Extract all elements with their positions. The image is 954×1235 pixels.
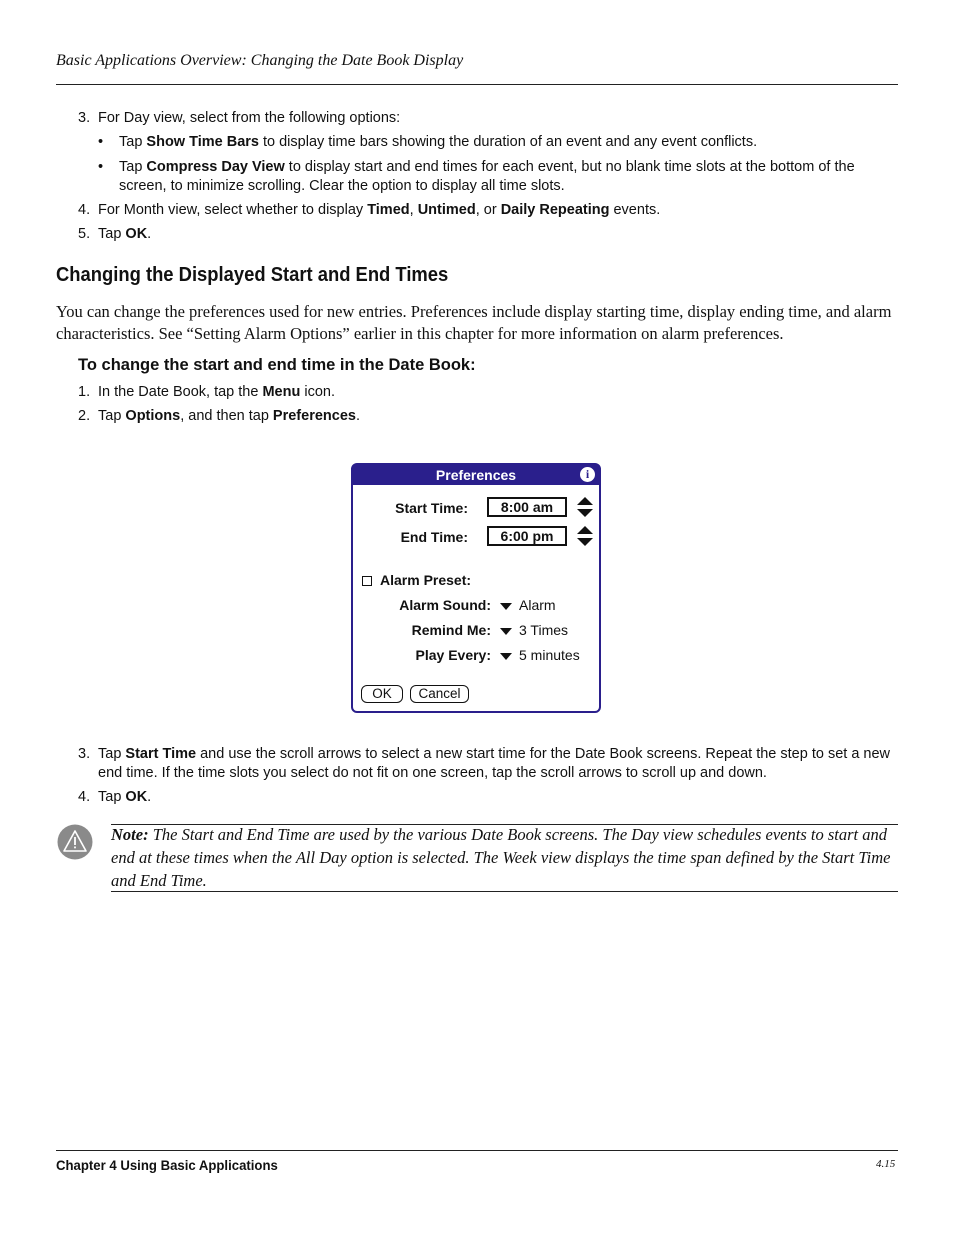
alarm-preset-label: Alarm Preset: [380, 572, 472, 588]
step-number: 2. [78, 408, 91, 424]
step-text-end: . [147, 789, 152, 805]
step-3-day-view [78, 109, 893, 128]
step-number: 3. [78, 746, 91, 762]
start-time-label: Start Time: [395, 500, 468, 516]
dropdown-arrow-icon[interactable] [500, 628, 512, 635]
bullet-dot: • [98, 134, 104, 150]
note-text: The Start and End Time are used by the various Date Book screens. The Day view schedules events to start and end at these times when the All Day option is selected. The Week view displays the time span defined by the Start Time and End Time. [111, 825, 891, 890]
option-daily-repeating: Daily Repeating [500, 202, 610, 218]
page-number: 4.15 [876, 1158, 896, 1170]
header-rule [56, 84, 898, 85]
bullet-bold: Compress Day View [146, 159, 285, 175]
info-icon[interactable]: i [580, 467, 595, 482]
step-text-end: and use the scroll arrows to select a new start time for the Date Book screens. Repeat the step to set a new end time. If the time slots you select do not fit on one screen, tap the scroll arrows to scroll up and down. [98, 746, 891, 781]
footer-rule [56, 1150, 898, 1151]
play-every-value[interactable]: 5 minutes [519, 647, 580, 663]
step-bold: Menu [262, 384, 301, 400]
step-2-options [78, 407, 893, 426]
ok-button[interactable]: OK [361, 685, 403, 703]
step-text: Tap [98, 746, 126, 762]
step-bold: OK [125, 226, 148, 242]
note-block [111, 823, 891, 892]
end-time-label: End Time: [400, 529, 468, 545]
end-time-field[interactable]: 6:00 pm [487, 526, 567, 546]
step-bold: Start Time [125, 746, 197, 762]
alarm-preset-checkbox[interactable] [362, 576, 372, 586]
warning-icon [57, 824, 93, 860]
bullet-pre: Tap [119, 134, 147, 150]
step-number: 1. [78, 384, 91, 400]
step-number: 4. [78, 789, 91, 805]
step-text: For Month view, select whether to display [98, 202, 368, 218]
step-1-menu [78, 383, 893, 402]
procedure-heading: To change the start and end time in the Date Book: [78, 356, 476, 374]
footer-chapter: Chapter 4 Using Basic Applications [56, 1157, 278, 1173]
step-5-tap-ok [78, 225, 893, 244]
step-3-start-time [78, 745, 893, 783]
option-timed: Timed [367, 202, 410, 218]
bullet-pre: Tap [119, 159, 147, 175]
step-4-month-view [78, 201, 893, 220]
start-time-field[interactable]: 8:00 am [487, 497, 567, 517]
dropdown-arrow-icon[interactable] [500, 603, 512, 610]
alarm-sound-label: Alarm Sound: [399, 597, 491, 613]
step-text: Tap [98, 789, 126, 805]
end-time-scroll-arrows-icon[interactable] [575, 525, 595, 547]
start-time-scroll-arrows-icon[interactable] [575, 496, 595, 518]
bullet-compress-day-view [98, 158, 893, 196]
bullet-post: to display start and end times for each event, but no blank time slots at the bottom of the screen, to minimize scrolling. Clear the option to display all time slots. [119, 159, 855, 194]
dialog-title: Preferences [435, 467, 517, 483]
step-text-end: icon. [300, 384, 335, 400]
step-text: For Day view, select from the following options: [98, 110, 401, 126]
step-bold: Options [125, 408, 181, 424]
step-bold: OK [125, 789, 148, 805]
step-text: Tap [98, 226, 126, 242]
separator: , or [475, 202, 501, 218]
running-header: Basic Applications Overview: Changing the Date Book Display [56, 52, 464, 69]
step-number: 4. [78, 202, 91, 218]
note-bottom-rule [111, 891, 898, 892]
section-heading: Changing the Displayed Start and End Times [56, 264, 449, 286]
remind-me-label: Remind Me: [411, 622, 491, 638]
play-every-label: Play Every: [415, 647, 491, 663]
alarm-sound-value[interactable]: Alarm [519, 597, 556, 613]
cancel-button[interactable]: Cancel [410, 685, 469, 703]
bullet-bold: Show Time Bars [146, 134, 259, 150]
section-paragraph: You can change the preferences used for new entries. Preferences include display starting time, display ending time, and alarm characteristics. See “Setting Alarm Options” earlier in this chapter for more information on alarm preferences. [56, 302, 892, 343]
preferences-dialog [351, 463, 601, 713]
dialog-title-bar [353, 465, 599, 485]
note-label: Note: [111, 825, 149, 844]
option-untimed: Untimed [417, 202, 476, 218]
bullet-show-time-bars [98, 133, 893, 152]
step-bold-2: Preferences [272, 408, 356, 424]
step-text: Tap [98, 408, 126, 424]
step-number: 3. [78, 110, 91, 126]
dropdown-arrow-icon[interactable] [500, 653, 512, 660]
step-number: 5. [78, 226, 91, 242]
remind-me-value[interactable]: 3 Times [519, 622, 569, 638]
step-text-end: events. [609, 202, 661, 218]
bullet-post: to display time bars showing the duration of an event and any event conflicts. [258, 134, 758, 150]
bullet-dot: • [98, 159, 104, 175]
step-text: In the Date Book, tap the [98, 384, 263, 400]
step-text-mid: , and then tap [180, 408, 273, 424]
separator: , [409, 202, 418, 218]
step-text-end: . [147, 226, 152, 242]
step-4-tap-ok [78, 788, 893, 807]
step-text-end: . [355, 408, 360, 424]
